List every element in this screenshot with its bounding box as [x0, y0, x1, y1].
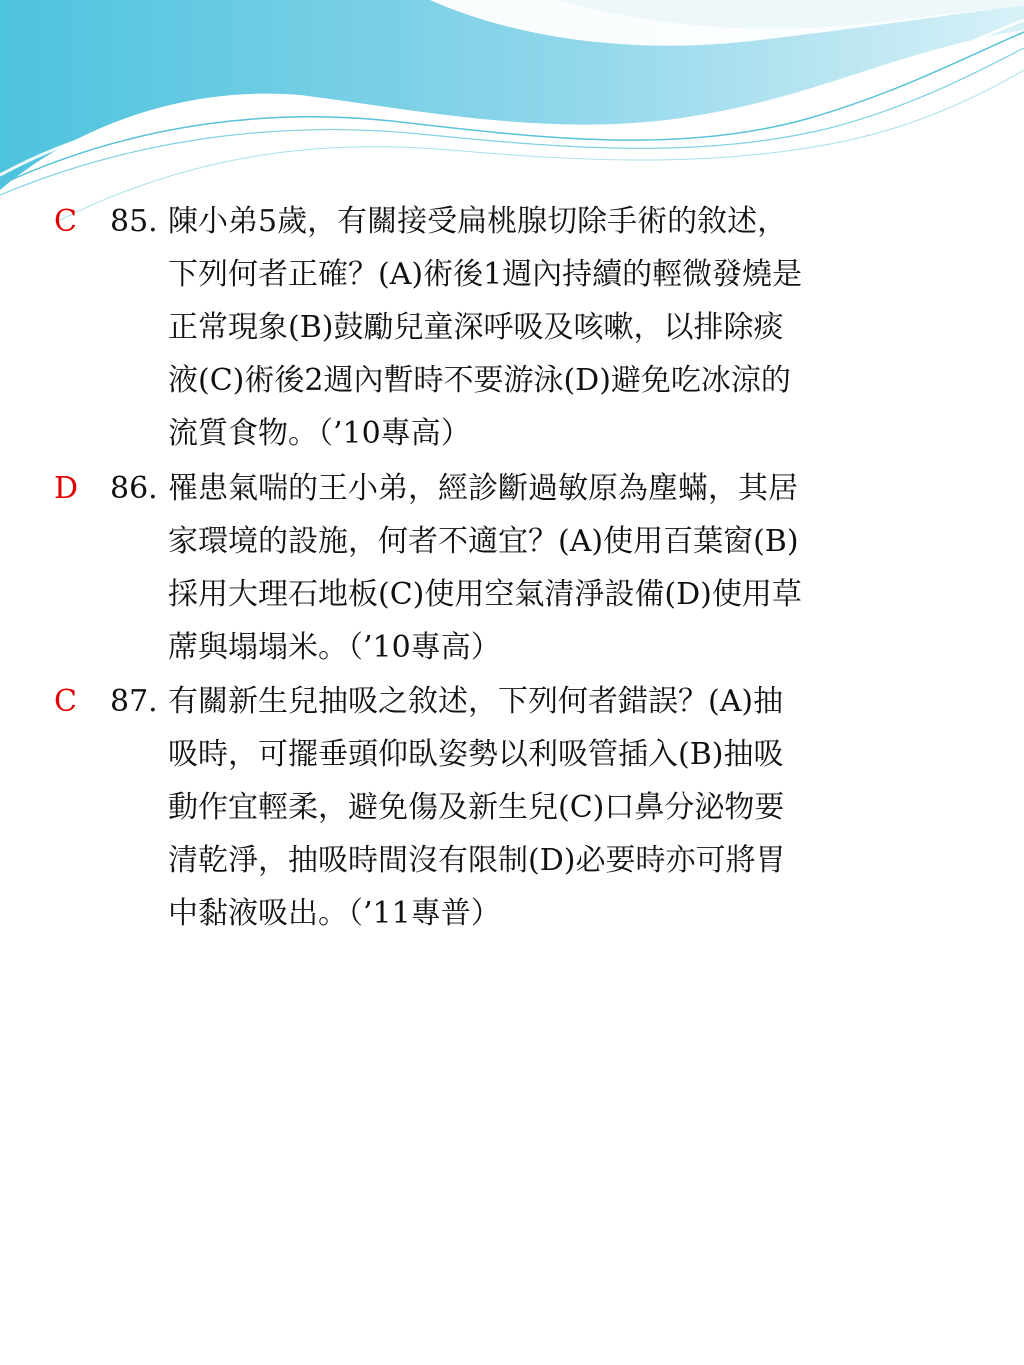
- question-number: 87.: [110, 684, 158, 719]
- question-number: 85.: [110, 204, 158, 239]
- question-line: 正常現象(B)鼓勵兒童深呼吸及咳嗽，以排除痰: [168, 310, 784, 345]
- question-text: [168, 675, 968, 940]
- answer-letter: C: [54, 204, 77, 239]
- question-line: 採用大理石地板(C)使用空氣清淨設備(D)使用草: [168, 577, 802, 612]
- question-line: 中黏液吸出。（’11專普）: [168, 896, 501, 931]
- question-line: 清乾淨，抽吸時間沒有限制(D)必要時亦可將胃: [168, 843, 786, 878]
- decorative-wave-header: [0, 0, 1024, 220]
- question-line: 陳小弟5歲，有關接受扁桃腺切除手術的敘述，: [168, 204, 788, 239]
- question-line: 有關新生兒抽吸之敘述，下列何者錯誤？(A)抽: [168, 684, 784, 719]
- question-number: 86.: [110, 471, 158, 506]
- question-line: 液(C)術後2週內暫時不要游泳(D)避免吃冰涼的: [168, 363, 791, 398]
- question-line: 蓆與塌塌米。（’10專高）: [168, 630, 501, 665]
- answer-letter: D: [54, 471, 79, 506]
- answer-letter: C: [54, 684, 77, 719]
- question-text: [168, 195, 968, 460]
- question-line: 罹患氣喘的王小弟，經診斷過敏原為塵蟎，其居: [168, 471, 798, 506]
- question-text: [168, 462, 968, 674]
- question-line: 下列何者正確？(A)術後1週內持續的輕微發燒是: [168, 257, 803, 292]
- question-line: 家環境的設施，何者不適宜？(A)使用百葉窗(B): [168, 524, 799, 559]
- question-line: 流質食物。（’10專高）: [168, 416, 471, 451]
- question-line: 吸時，可擺垂頭仰臥姿勢以利吸管插入(B)抽吸: [168, 737, 784, 772]
- question-line: 動作宜輕柔，避免傷及新生兒(C)口鼻分泌物要: [168, 790, 785, 825]
